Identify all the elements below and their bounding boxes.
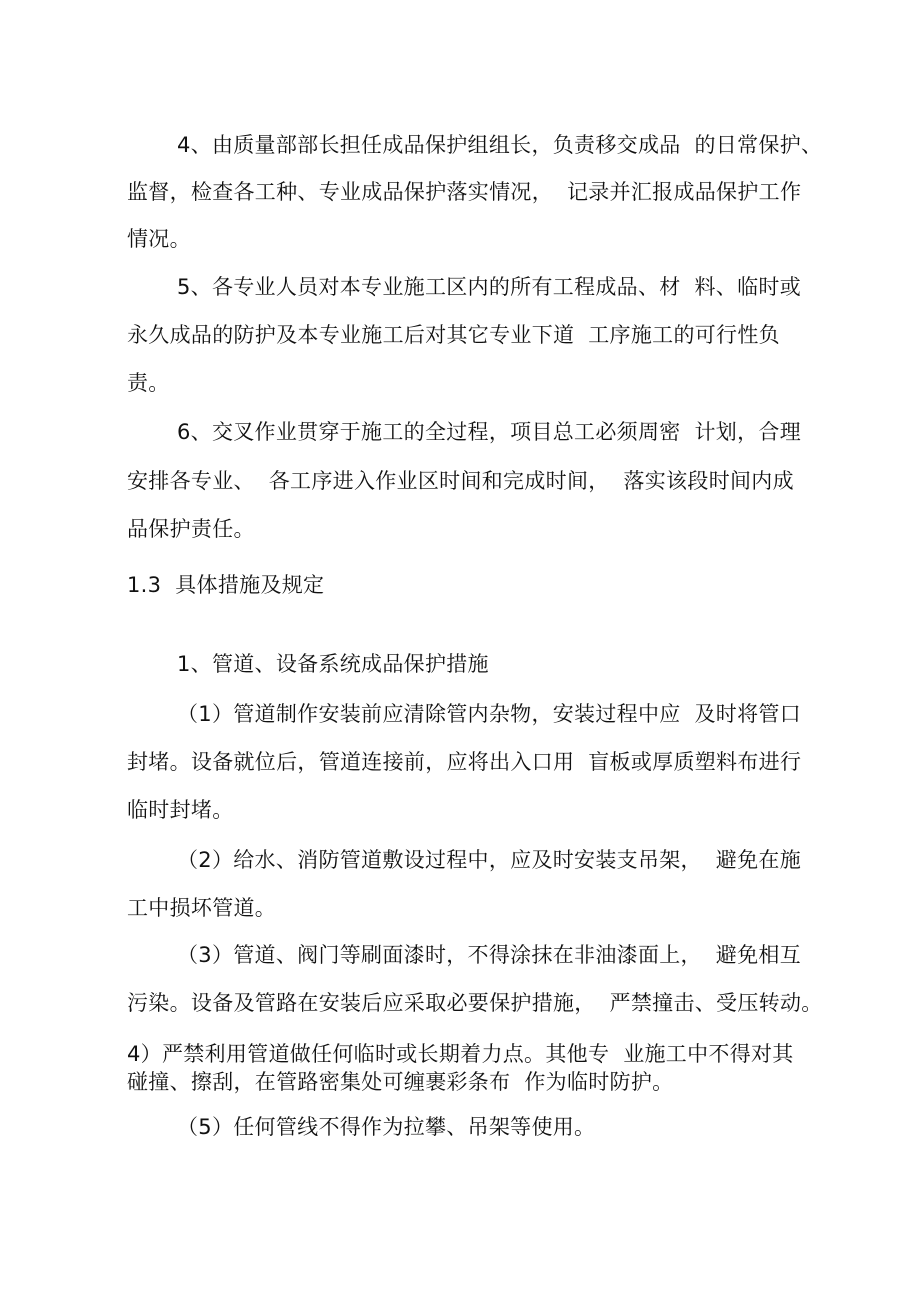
text-line: 监督，检查各工种、专业成品保护落实情况， 记录并汇报成品保护工作 [127,180,802,204]
text-line: 情况。 [127,227,191,251]
text-line: 永久成品的防护及本专业施工后对其它专业下道 工序施工的可行性负 [127,323,780,347]
text-line: （2）给水、消防管道敷设过程中，应及时安装支吊架， 避免在施 [177,848,802,872]
subsection-heading: 1、管道、设备系统成品保护措施 [177,652,489,676]
text-line: 封堵。设备就位后，管道连接前，应将出入口用 盲板或厚质塑料布进行 [127,750,802,774]
text-line: 责。 [127,371,170,395]
text-line: 4、由质量部部长担任成品保护组组长，负责移交成品 的日常保护、 [177,133,823,157]
text-line: 安排各专业、 各工序进入作业区时间和完成时间， 落实该段时间内成 [127,469,794,493]
text-line: 碰撞、擦刮，在管路密集处可缠裹彩条布 作为临时防护。 [127,1070,674,1094]
text-line: 5、各专业人员对本专业施工区内的所有工程成品、材 料、临时或 [177,275,802,299]
text-line: （1）管道制作安装前应清除管内杂物，安装过程中应 及时将管口 [177,702,802,726]
text-line: （5）任何管线不得作为拉攀、吊架等使用。 [177,1115,596,1139]
text-line: 4）严禁利用管道做任何临时或长期着力点。其他专 业施工中不得对其 [127,1042,794,1066]
text-line: 品保护责任。 [127,517,255,541]
text-line: （3）管道、阀门等刷面漆时，不得涂抹在非油漆面上， 避免相互 [177,943,802,967]
text-line: 工中损坏管道。 [127,896,277,920]
text-line: 临时封堵。 [127,798,234,822]
text-line: 6、交叉作业贯穿于施工的全过程，项目总工必须周密 计划，合理 [177,420,802,444]
section-heading: 1.3 具体措施及规定 [127,573,325,597]
text-line: 污染。设备及管路在安装后应采取必要保护措施， 严禁撞击、受压转动。 [127,991,823,1015]
